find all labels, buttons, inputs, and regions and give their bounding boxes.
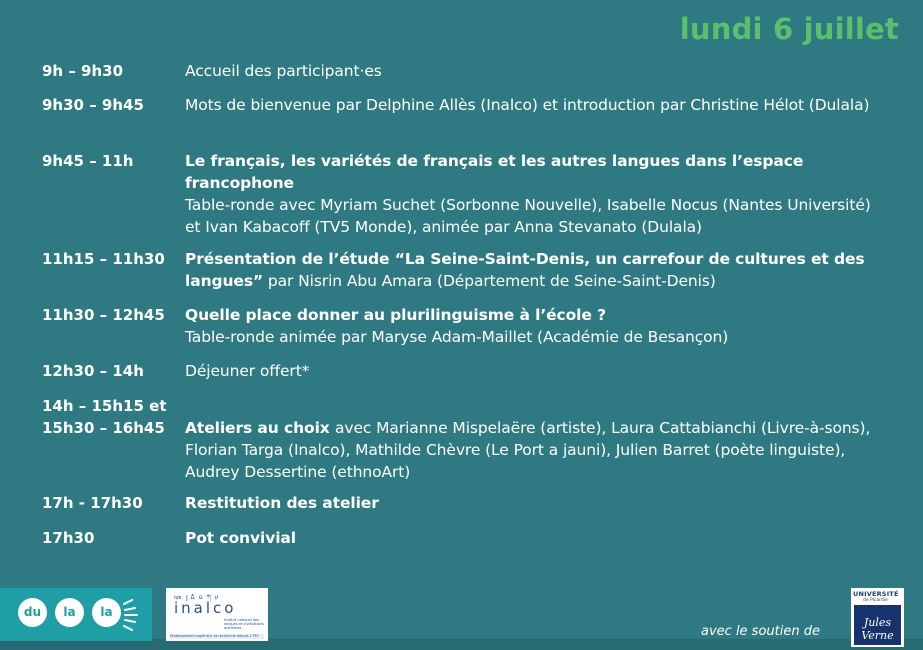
session-title: Restitution des atelier (185, 494, 379, 512)
logo-bubble-la: la (55, 598, 84, 627)
time-slot: 14h – 15h15 et (42, 397, 167, 415)
time-slot: 17h - 17h30 (42, 494, 143, 512)
session-title: Présentation de l’étude “La Seine-Saint-Denis, un carrefour de cultures et des langues” (185, 250, 865, 290)
session-title: Ateliers au choix (185, 419, 335, 437)
time-slot: 11h15 – 11h30 (42, 250, 165, 268)
time-slot: 15h30 – 16h45 (42, 419, 165, 437)
upjv-line1: UNIVERSITÉ (853, 590, 899, 598)
session-detail: avec Marianne Mispelaëre (artiste), Laura Cattabianchi (Livre-à-sons), Florian Targa (Inalco), Mathilde Chèvre (Le Port a jauni), Julien Barret (poète linguiste), Audrey Dessertine (ethnoArt) (185, 419, 871, 481)
time-slot: 11h30 – 12h45 (42, 306, 165, 324)
logo-bubble-du: du (18, 598, 47, 627)
dulala-logo (0, 588, 152, 641)
inalco-subtitle: Institut national des langues et civilisations orientales (224, 618, 264, 630)
inalco-strip: Établissement supérieur et recherche depuis 1795 (170, 634, 264, 639)
session-title: Le français, les variétés de français et les autres langues dans l’espace francophone (185, 152, 804, 192)
upjv-line2: de Picardie (863, 598, 888, 603)
support-text: avec le soutien de (701, 624, 820, 639)
session-title: Accueil des participant·es (185, 62, 382, 80)
time-slot: 9h – 9h30 (42, 62, 124, 80)
sound-rays-icon (120, 598, 150, 632)
session-block (185, 248, 885, 292)
time-slot: 9h30 – 9h45 (42, 96, 144, 114)
upjv-signature: Jules Verne (861, 616, 894, 642)
session-block (185, 492, 885, 514)
time-slot: 9h45 – 11h (42, 152, 134, 170)
inalco-wordmark: inalco (174, 599, 237, 617)
time-slot: 12h30 – 14h (42, 362, 144, 380)
inalco-script-glyphs: ꦲ ٳ ᐃ ฉ ཀ ע (174, 594, 220, 601)
session-detail: Table-ronde animée par Maryse Adam-Maillet (Académie de Besançon) (185, 328, 729, 346)
logo-bubble-la: la (92, 598, 121, 627)
session-block (185, 304, 885, 348)
session-block (185, 417, 885, 483)
session-block (185, 150, 885, 238)
day-title: lundi 6 juillet (679, 12, 899, 46)
time-slot: 17h30 (42, 529, 95, 547)
session-title: Déjeuner offert* (185, 362, 310, 380)
session-detail: Table-ronde avec Myriam Suchet (Sorbonne Nouvelle), Isabelle Nocus (Nantes Université) et Ivan Kabacoff (TV5 Monde), animée par Anna Stevanato (Dulala) (185, 196, 871, 236)
session-detail: par Nisrin Abu Amara (Département de Seine-Saint-Denis) (263, 272, 716, 290)
session-title: Quelle place donner au plurilinguisme à l’école ? (185, 306, 606, 324)
upjv-logo (851, 588, 904, 647)
upjv-signature-box (854, 605, 901, 645)
session-block (185, 527, 885, 549)
inalco-logo (166, 588, 268, 641)
session-title: Pot convivial (185, 529, 296, 547)
session-title: Mots de bienvenue par Delphine Allès (Inalco) et introduction par Christine Hélot (Dulala) (185, 96, 870, 114)
